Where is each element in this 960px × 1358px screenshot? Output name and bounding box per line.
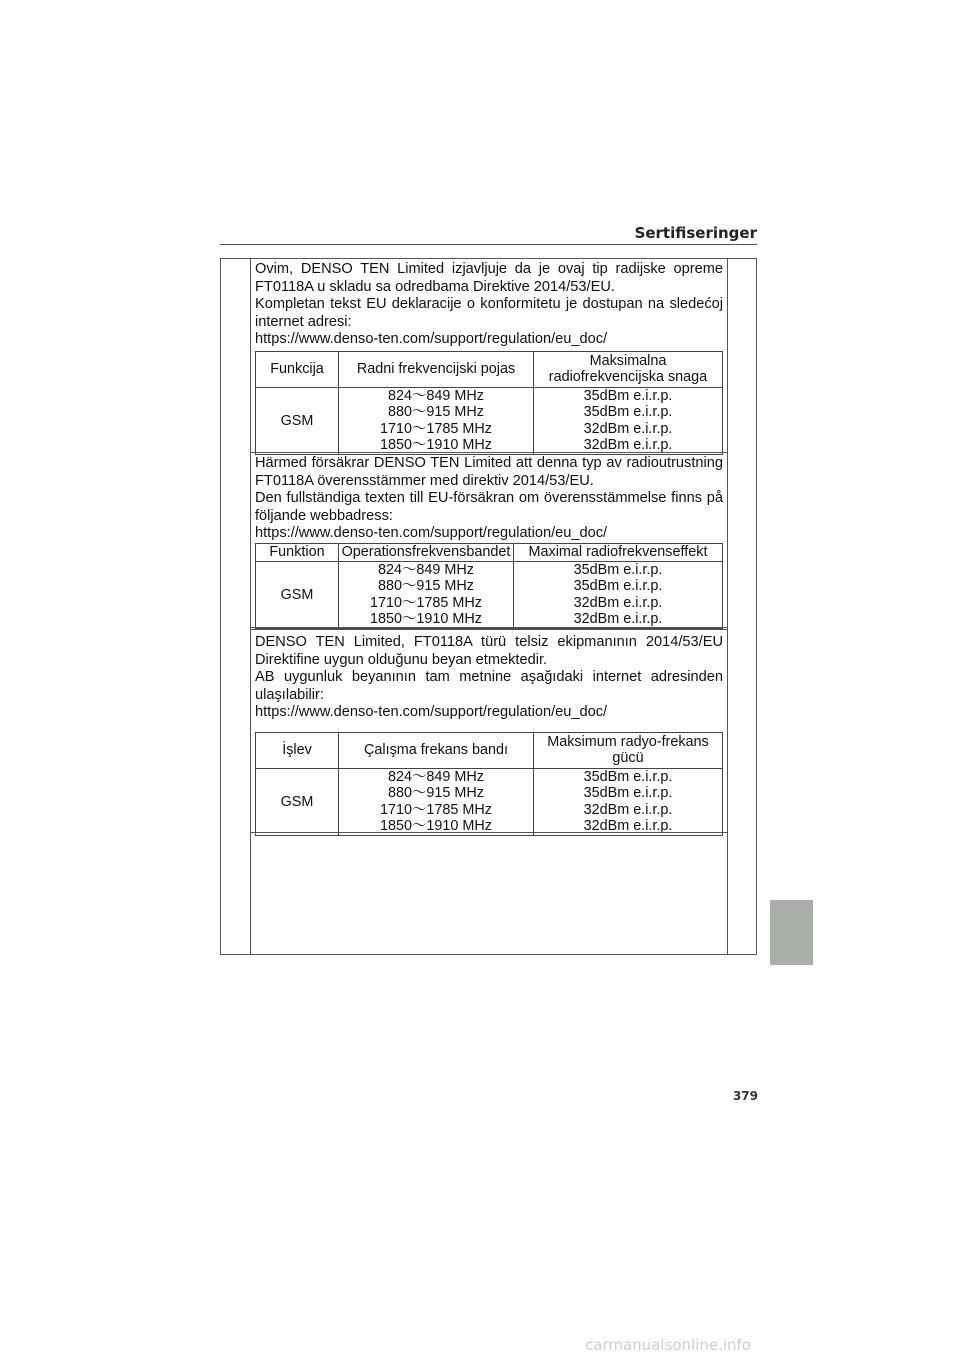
table-header-power: Maksimum radyo-frekans gücü bbox=[534, 732, 723, 768]
chapter-tab bbox=[770, 900, 813, 965]
power-value: 35dBm e.i.r.p. bbox=[583, 404, 673, 421]
band-value: 1850～1910 MHz bbox=[380, 818, 492, 835]
power-value: 32dBm e.i.r.p. bbox=[583, 437, 673, 454]
table-cell-function: GSM bbox=[256, 768, 339, 835]
band-value: 1710～1785 MHz bbox=[370, 594, 482, 611]
declaration-paragraph: Kompletan tekst EU deklaracije o konformitetu je dostupan na sledećoj internet adresi: bbox=[255, 296, 723, 330]
declaration-paragraph: Härmed försäkrar DENSO TEN Limited att denna typ av radioutrustning FT0118A överensstämmer med direktiv 2014/53/EU. bbox=[255, 455, 723, 489]
power-value: 32dBm e.i.r.p. bbox=[573, 611, 663, 628]
declaration-paragraph: AB uygunluk beyanının tam metnine aşağıdaki internet adresinden ulaşılabilir: bbox=[255, 669, 723, 703]
table-header-band: Operationsfrekvensbandet bbox=[339, 543, 514, 561]
spec-table bbox=[255, 732, 723, 836]
band-value: 1710～1785 MHz bbox=[380, 420, 492, 437]
table-cell-bands bbox=[339, 387, 534, 454]
spec-table bbox=[255, 543, 723, 629]
power-value: 35dBm e.i.r.p. bbox=[573, 561, 663, 578]
power-value: 35dBm e.i.r.p. bbox=[583, 387, 673, 404]
table-header-function: Funkcija bbox=[256, 351, 339, 387]
table-header-power: Maximal radiofrekvenseffekt bbox=[514, 543, 723, 561]
table-header-function: İşlev bbox=[256, 732, 339, 768]
declaration-section-swedish bbox=[250, 453, 728, 629]
table-header-row bbox=[256, 732, 723, 768]
table-cell-function: GSM bbox=[256, 387, 339, 454]
table-cell-function: GSM bbox=[256, 561, 339, 628]
table-header-row bbox=[256, 543, 723, 561]
table-header-function: Funktion bbox=[256, 543, 339, 561]
power-value: 32dBm e.i.r.p. bbox=[583, 420, 673, 437]
table-cell-bands bbox=[339, 768, 534, 835]
table-row bbox=[256, 768, 723, 835]
power-value: 35dBm e.i.r.p. bbox=[573, 578, 663, 595]
table-cell-powers bbox=[534, 387, 723, 454]
header-rule bbox=[220, 244, 757, 245]
band-value: 824～849 MHz bbox=[378, 561, 474, 578]
table-row bbox=[256, 561, 723, 628]
band-value: 1850～1910 MHz bbox=[370, 611, 482, 628]
watermark: carmanualsonline.info bbox=[585, 1336, 751, 1354]
band-value: 824～849 MHz bbox=[388, 768, 484, 785]
declaration-section-serbian bbox=[250, 259, 728, 455]
declaration-url: https://www.denso-ten.com/support/regulation/eu_doc/ bbox=[255, 704, 608, 721]
power-value: 32dBm e.i.r.p. bbox=[583, 818, 673, 835]
band-value: 824～849 MHz bbox=[388, 387, 484, 404]
band-value: 880～915 MHz bbox=[378, 578, 474, 595]
spec-table bbox=[255, 351, 723, 455]
declaration-paragraph: Ovim, DENSO TEN Limited izjavljuje da je ovaj tip radijske opreme FT0118A u skladu sa odredbama Direktive 2014/53/EU. bbox=[255, 261, 723, 295]
page-number: 379 bbox=[732, 1089, 758, 1103]
table-header-row bbox=[256, 351, 723, 387]
declaration-text bbox=[250, 453, 728, 543]
section-divider bbox=[250, 627, 728, 630]
declaration-text bbox=[250, 259, 728, 349]
declaration-text bbox=[250, 632, 728, 722]
power-value: 35dBm e.i.r.p. bbox=[583, 785, 673, 802]
page-header-title: Sertifiseringer bbox=[634, 224, 757, 242]
declaration-section-turkish bbox=[250, 632, 728, 836]
power-value: 35dBm e.i.r.p. bbox=[583, 768, 673, 785]
power-value: 32dBm e.i.r.p. bbox=[583, 801, 673, 818]
band-value: 880～915 MHz bbox=[388, 785, 484, 802]
band-value: 880～915 MHz bbox=[388, 404, 484, 421]
power-value: 32dBm e.i.r.p. bbox=[573, 594, 663, 611]
band-value: 1850～1910 MHz bbox=[380, 437, 492, 454]
table-cell-powers bbox=[534, 768, 723, 835]
table-header-power: Maksimalna radiofrekvencijska snaga bbox=[534, 351, 723, 387]
declaration-url: https://www.denso-ten.com/support/regulation/eu_doc/ bbox=[255, 525, 608, 542]
table-cell-bands bbox=[339, 561, 514, 628]
declaration-url: https://www.denso-ten.com/support/regulation/eu_doc/ bbox=[255, 331, 608, 348]
table-header-band: Radni frekvencijski pojas bbox=[339, 351, 534, 387]
table-header-band: Çalışma frekans bandı bbox=[339, 732, 534, 768]
table-cell-powers bbox=[514, 561, 723, 628]
table-row bbox=[256, 387, 723, 454]
band-value: 1710～1785 MHz bbox=[380, 801, 492, 818]
declaration-paragraph: Den fullständiga texten till EU-försäkran om överensstämmelse finns på följande webbadress: bbox=[255, 490, 723, 524]
declaration-paragraph: DENSO TEN Limited, FT0118A türü telsiz ekipmanının 2014/53/EU Direktifine uygun olduğunu beyan etmektedir. bbox=[255, 634, 723, 668]
section-divider bbox=[250, 832, 728, 833]
